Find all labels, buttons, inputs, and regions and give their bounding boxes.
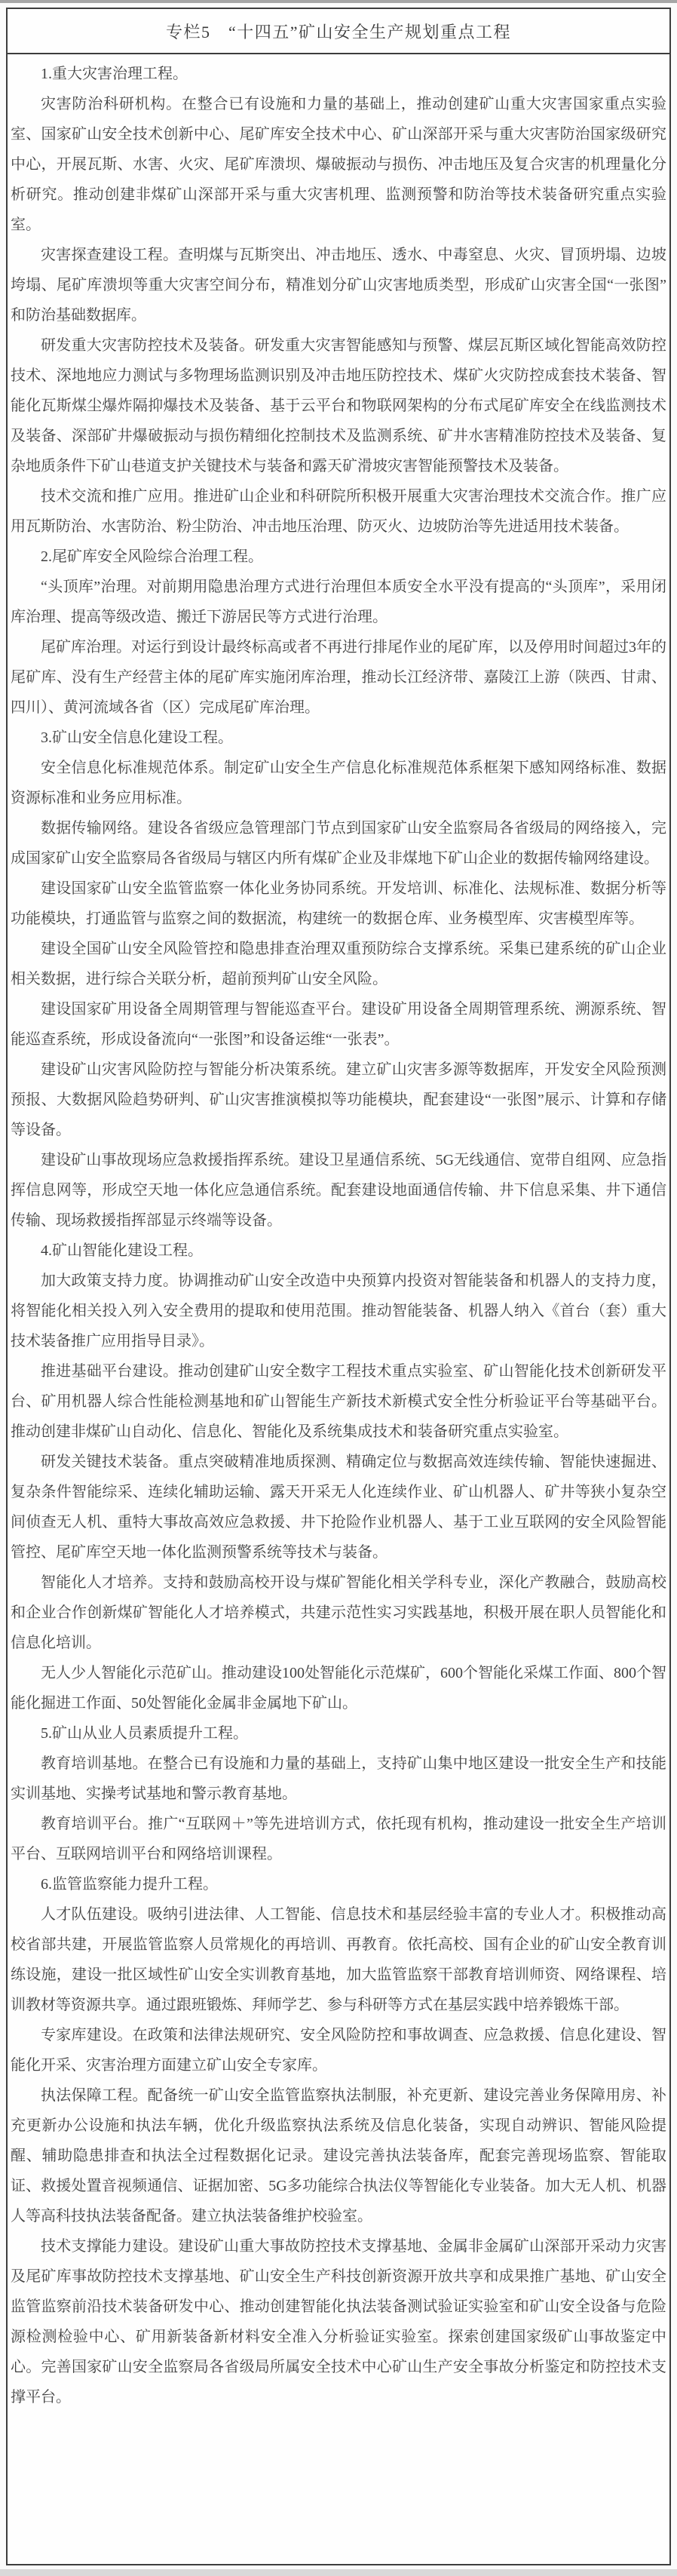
paragraph: 教育培训基地。在整合已有设施和力量的基础上，支持矿山集中地区建设一批安全生产和技能实训基地、实操考试基地和警示教育基地。 — [11, 1755, 666, 1802]
document-box — [6, 8, 671, 2565]
paragraph: 灾害防治科研机构。在整合已有设施和力量的基础上，推动创建矿山重大灾害国家重点实验室、国家矿山安全技术创新中心、尾矿库安全技术中心、矿山深部开采与重大灾害防治国家级研究中心，开展瓦斯、水害、火灾、尾矿库溃坝、爆破振动与损伤、冲击地压及复合灾害的机理量化分析研究。推动创建非煤矿山深部开采与重大灾害机理、监测预警和防治等技术装备研究重点实验室。 — [11, 96, 666, 233]
page-title: 专栏5 “十四五”矿山安全生产规划重点工程 — [165, 22, 512, 41]
section-heading: 3.矿山安全信息化建设工程。 — [41, 729, 233, 746]
paragraph: “头顶库”治理。对前期用隐患治理方式进行治理但本质安全水平没有提高的“头顶库”，采用闭库治理、提高等级改造、搬迁下游居民等方式进行治理。 — [11, 579, 666, 625]
paragraph: 无人少人智能化示范矿山。推动建设100处智能化示范煤矿，600个智能化采煤工作面、800个智能化掘进工作面、50处智能化金属非金属地下矿山。 — [11, 1665, 666, 1712]
paragraph: 安全信息化标准规范体系。制定矿山安全生产信息化标准规范体系框架下感知网络标准、数据资源标准和业务应用标准。 — [11, 760, 666, 806]
paragraph: 建设矿山事故现场应急救援指挥系统。建设卫星通信系统、5G无线通信、宽带自组网、应急指挥信息网等，形成空天地一体化应急通信系统。配套建设地面通信传输、井下信息采集、井下通信传输、现场救援指挥部显示终端等设备。 — [11, 1152, 666, 1229]
paragraph: 推进基础平台建设。推动创建矿山安全数字工程技术重点实验室、矿山智能化技术创新研发平台、矿用机器人综合性能检测基地和矿山智能生产新技术新模式安全性分析验证平台等基础平台。推动创建非煤矿山自动化、信息化、智能化及系统集成技术和装备研究重点实验室。 — [11, 1363, 666, 1440]
paragraph: 研发关键技术装备。重点突破精准地质探测、精确定位与数据高效连续传输、智能快速掘进、复杂条件智能综采、连续化辅助运输、露天开采无人化连续作业、矿山机器人、矿井等狭小复杂空间侦查无人机、重特大事故高效应急救援、井下抢险作业机器人、基于工业互联网的安全风险智能管控、尾矿库空天地一体化监测预警系统等技术与装备。 — [11, 1454, 666, 1561]
paragraph: 执法保障工程。配备统一矿山安全监管监察执法制服，补充更新、建设完善业务保障用房、补充更新办公设施和执法车辆，优化升级监察执法系统及信息化装备，实现自动辨识、智能风险提醒、辅助隐患排查和执法全过程数据化记录。建设完善执法装备库，配套完善现场监察、智能取证、救援处置音视频通信、证据加密、5G多功能综合执法仪等智能化专业装备。加大无人机、机器人等高科技执法装备配备。建立执法装备维护校验室。 — [11, 2087, 666, 2224]
paragraph: 灾害探查建设工程。查明煤与瓦斯突出、冲击地压、透水、中毒窒息、火灾、冒顶坍塌、边坡垮塌、尾矿库溃坝等重大灾害空间分布，精准划分矿山灾害地质类型，形成矿山灾害全国“一张图”和防治基础数据库。 — [11, 247, 666, 324]
paragraph: 智能化人才培养。支持和鼓励高校开设与煤矿智能化相关学科专业，深化产教融合，鼓励高校和企业合作创新煤矿智能化人才培养模式，共建示范性实习实践基地，积极开展在职人员智能化和信息化培训。 — [11, 1574, 666, 1651]
paragraph: 建设矿山灾害风险防控与智能分析决策系统。建立矿山灾害多源等数据库，开发安全风险预测预报、大数据风险趋势研判、矿山灾害推演模拟等功能模块，配套建设“一张图”展示、计算和存储等设备。 — [11, 1061, 666, 1138]
paragraph: 尾矿库治理。对运行到设计最终标高或者不再进行排尾作业的尾矿库，以及停用时间超过3年的尾矿库、没有生产经营主体的尾矿库实施闭库治理，推动长江经济带、嘉陵江上游（陕西、甘肃、四川）、黄河流域各省（区）完成尾矿库治理。 — [11, 639, 666, 716]
paragraph: 建设国家矿山安全监管监察一体化业务协同系统。开发培训、标准化、法规标准、数据分析等功能模块，打通监管与监察之间的数据流，构建统一的数据仓库、业务模型库、灾害模型库等。 — [11, 880, 666, 927]
paragraph: 建设全国矿山安全风险管控和隐患排查治理双重预防综合支撑系统。采集已建系统的矿山企业相关数据，进行综合关联分析，超前预判矿山安全风险。 — [11, 941, 666, 987]
page-edge-top — [0, 0, 677, 3]
paragraph: 专家库建设。在政策和法律法规研究、安全风险防控和事故调查、应急救援、信息化建设、智能化开采、灾害治理方面建立矿山安全专家库。 — [11, 2027, 666, 2074]
document-body — [8, 54, 669, 2412]
paragraph: 教育培训平台。推广“互联网＋”等先进培训方式，依托现有机构，推动建设一批安全生产培训平台、互联网培训平台和网络培训课程。 — [11, 1816, 666, 1862]
section-heading: 1.重大灾害治理工程。 — [41, 66, 188, 82]
paragraph: 数据传输网络。建设各省级应急管理部门节点到国家矿山安全监察局各省级局的网络接入，完成国家矿山安全监察局各省级局与辖区内所有煤矿企业及非煤地下矿山企业的数据传输网络建设。 — [11, 820, 666, 867]
page-edge-bottom — [0, 2569, 677, 2576]
section-heading: 6.监管监察能力提升工程。 — [41, 1876, 218, 1893]
paragraph: 技术交流和推广应用。推进矿山企业和科研院所积极开展重大灾害治理技术交流合作。推广应用瓦斯防治、水害防治、粉尘防治、冲击地压治理、防灭火、边坡防治等先进适用技术装备。 — [11, 488, 666, 535]
document-title-row — [8, 9, 669, 54]
paragraph: 加大政策支持力度。协调推动矿山安全改造中央预算内投资对智能装备和机器人的支持力度，将智能化相关投入列入安全费用的提取和使用范围。推动智能装备、机器人纳入《首台（套）重大技术装备推广应用指导目录》。 — [11, 1273, 666, 1349]
section-heading: 4.矿山智能化建设工程。 — [41, 1242, 203, 1259]
paragraph: 建设国家矿用设备全周期管理与智能巡查平台。建设矿用设备全周期管理系统、溯源系统、智能巡查系统，形成设备流向“一张图”和设备运维“一张表”。 — [11, 1001, 666, 1048]
paragraph: 研发重大灾害防控技术及装备。研发重大灾害智能感知与预警、煤层瓦斯区域化智能高效防控技术、深地地应力测试与多物理场监测识别及冲击地压防控技术、煤矿火灾防控成套技术装备、智能化瓦斯煤尘爆炸隔抑爆技术及装备、基于云平台和物联网架构的分布式尾矿库安全在线监测技术及装备、深部矿井爆破振动与损伤精细化控制技术及监测系统、矿井水害精准防控技术及装备、复杂地质条件下矿山巷道支护关键技术与装备和露天矿滑坡灾害智能预警技术及装备。 — [11, 337, 666, 474]
section-heading: 5.矿山从业人员素质提升工程。 — [41, 1725, 248, 1742]
paragraph: 技术支撑能力建设。建设矿山重大事故防控技术支撑基地、金属非金属矿山深部开采动力灾害及尾矿库事故防控技术支撑基地、矿山安全生产科技创新资源开放共享和成果推广基地、矿山安全监管监察前沿技术装备研发中心、推动创建智能化执法装备测试验证实验室和矿山安全设备与危险源检测检验中心、矿用新装备新材料安全准入分析验证实验室。探索创建国家级矿山事故鉴定中心。完善国家矿山安全监察局各省级局所属安全技术中心矿山生产安全事故分析鉴定和防控技术支撑平台。 — [11, 2238, 666, 2406]
section-heading: 2.尾矿库安全风险综合治理工程。 — [41, 548, 263, 565]
paragraph: 人才队伍建设。吸纳引进法律、人工智能、信息技术和基层经验丰富的专业人才。积极推动高校省部共建，开展监管监察人员常规化的再培训、再教育。依托高校、国有企业的矿山安全教育训练设施，建设一批区域性矿山安全实训教育基地，加大监管监察干部教育培训师资、网络课程、培训教材等资源共享。通过跟班锻炼、拜师学艺、参与科研等方式在基层实践中培养锻炼干部。 — [11, 1906, 666, 2013]
